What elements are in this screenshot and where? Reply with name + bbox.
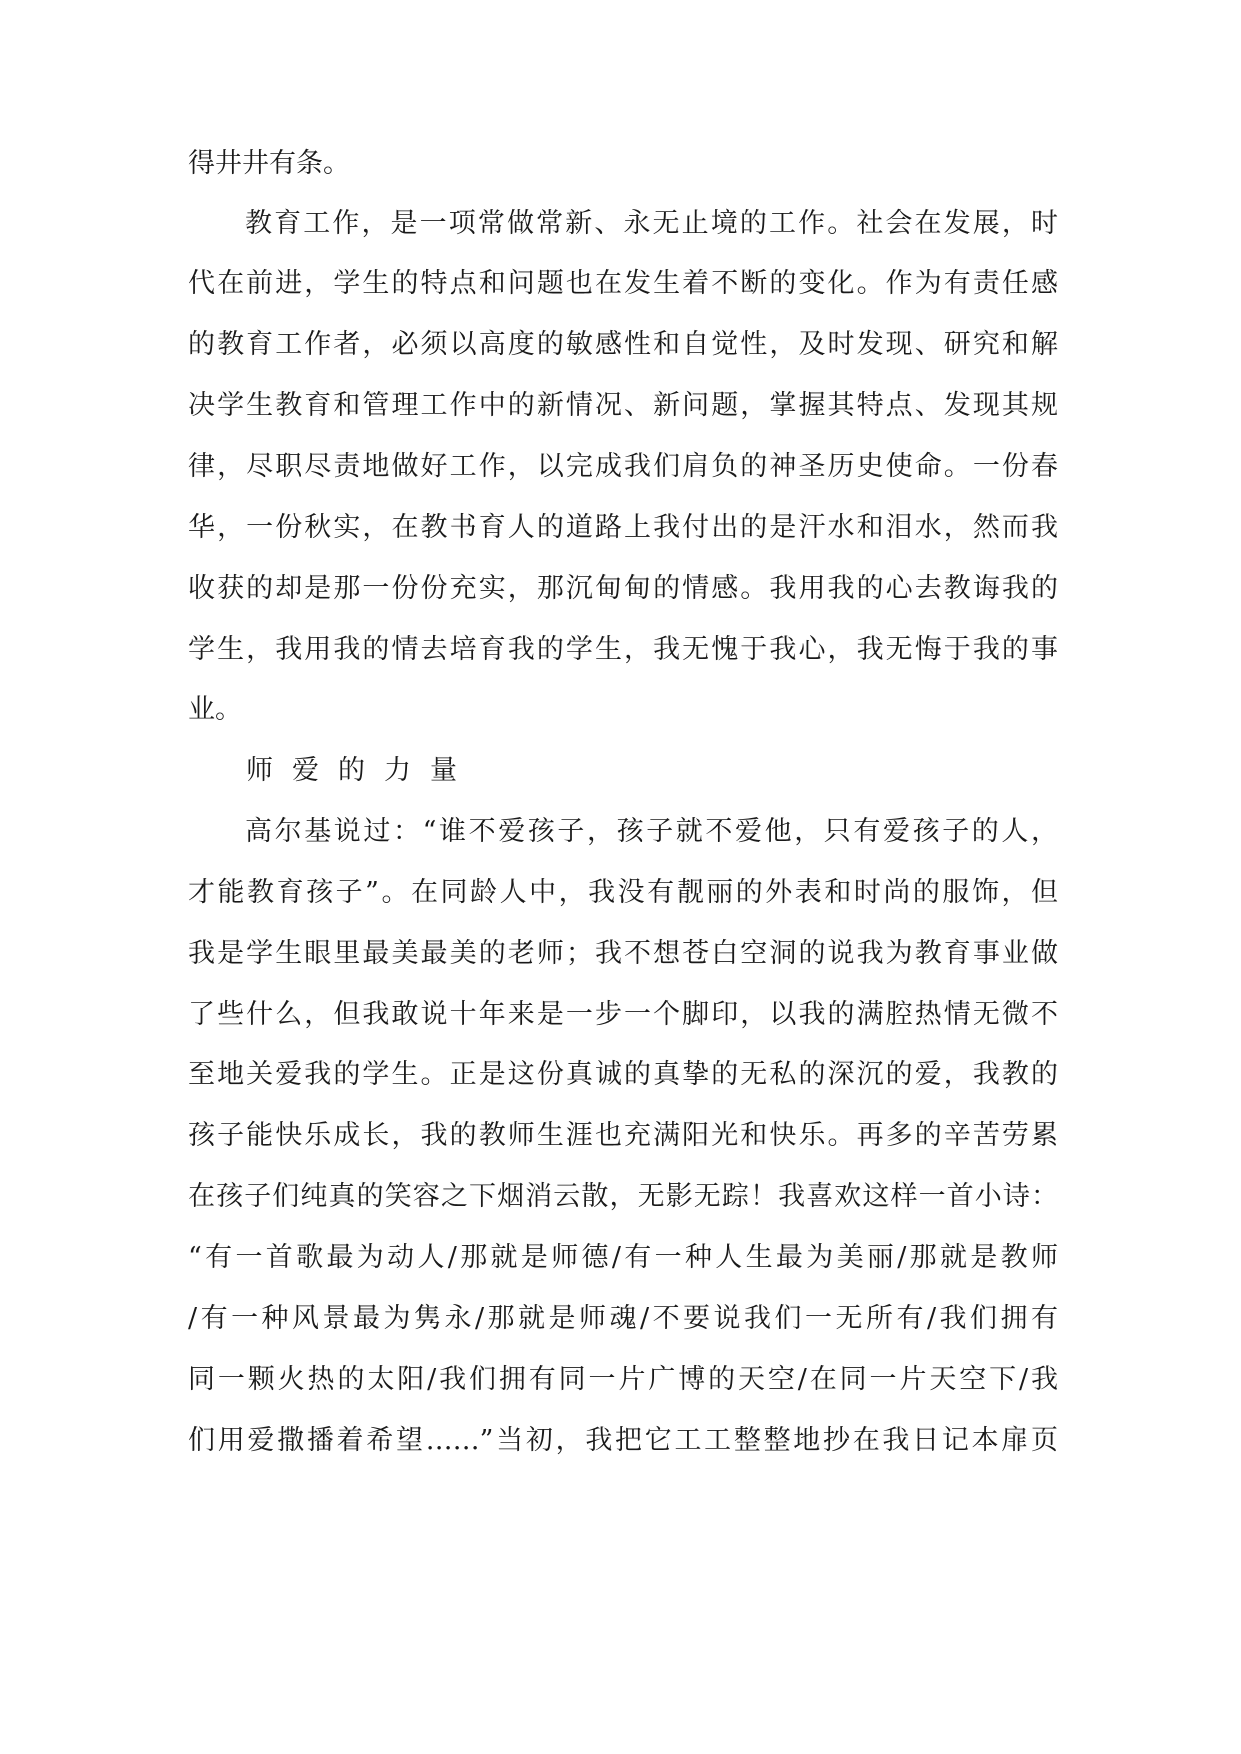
- text-line: 才能教育孩子”。在同龄人中，我没有靓丽的外表和时尚的服饰，但: [188, 877, 1058, 908]
- text-line: “有一首歌最为动人/那就是师德/有一种人生最为美丽/那就是教师: [188, 1242, 1058, 1273]
- text-line: 同一颗火热的太阳/我们拥有同一片广博的天空/在同一片天空下/我: [188, 1364, 1058, 1395]
- text-line: 至地关爱我的学生。正是这份真诚的真挚的无私的深沉的爱，我教的: [188, 1059, 1058, 1090]
- text-line: 学生，我用我的情去培育我的学生，我无愧于我心，我无悔于我的事: [188, 634, 1058, 665]
- text-line: 孩子能快乐成长，我的教师生涯也充满阳光和快乐。再多的辛苦劳累: [188, 1120, 1058, 1151]
- text-line: 在孩子们纯真的笑容之下烟消云散，无影无踪！我喜欢这样一首小诗：: [188, 1181, 1058, 1212]
- text-line: 业。: [188, 694, 242, 725]
- text-line: 律，尽职尽责地做好工作，以完成我们肩负的神圣历史使命。一份春: [188, 451, 1058, 482]
- text-line: 高尔基说过：“谁不爱孩子，孩子就不爱他，只有爱孩子的人，: [245, 816, 1058, 847]
- text-line: 收获的却是那一份份充实，那沉甸甸的情感。我用我的心去教诲我的: [188, 573, 1058, 604]
- text-line: /有一种风景最为隽永/那就是师魂/不要说我们一无所有/我们拥有: [188, 1303, 1058, 1334]
- text-line: 代在前进，学生的特点和问题也在发生着不断的变化。作为有责任感: [188, 268, 1058, 299]
- text-line: 我是学生眼里最美最美的老师；我不想苍白空洞的说我为教育事业做: [188, 938, 1058, 969]
- text-line: 了些什么，但我敢说十年来是一步一个脚印，以我的满腔热情无微不: [188, 999, 1058, 1030]
- text-line: 决学生教育和管理工作中的新情况、新问题，掌握其特点、发现其规: [188, 390, 1058, 421]
- text-line: 华，一份秋实，在教书育人的道路上我付出的是汗水和泪水，然而我: [188, 512, 1058, 543]
- section-heading: 师爱的力量: [246, 755, 476, 786]
- text-line: 们用爱撒播着希望……”当初，我把它工工整整地抄在我日记本扉页: [188, 1425, 1058, 1456]
- text-line: 教育工作，是一项常做常新、永无止境的工作。社会在发展，时: [245, 208, 1058, 239]
- text-line: 的教育工作者，必须以高度的敏感性和自觉性，及时发现、研究和解: [188, 329, 1058, 360]
- text-line: 得井井有条。: [188, 148, 350, 179]
